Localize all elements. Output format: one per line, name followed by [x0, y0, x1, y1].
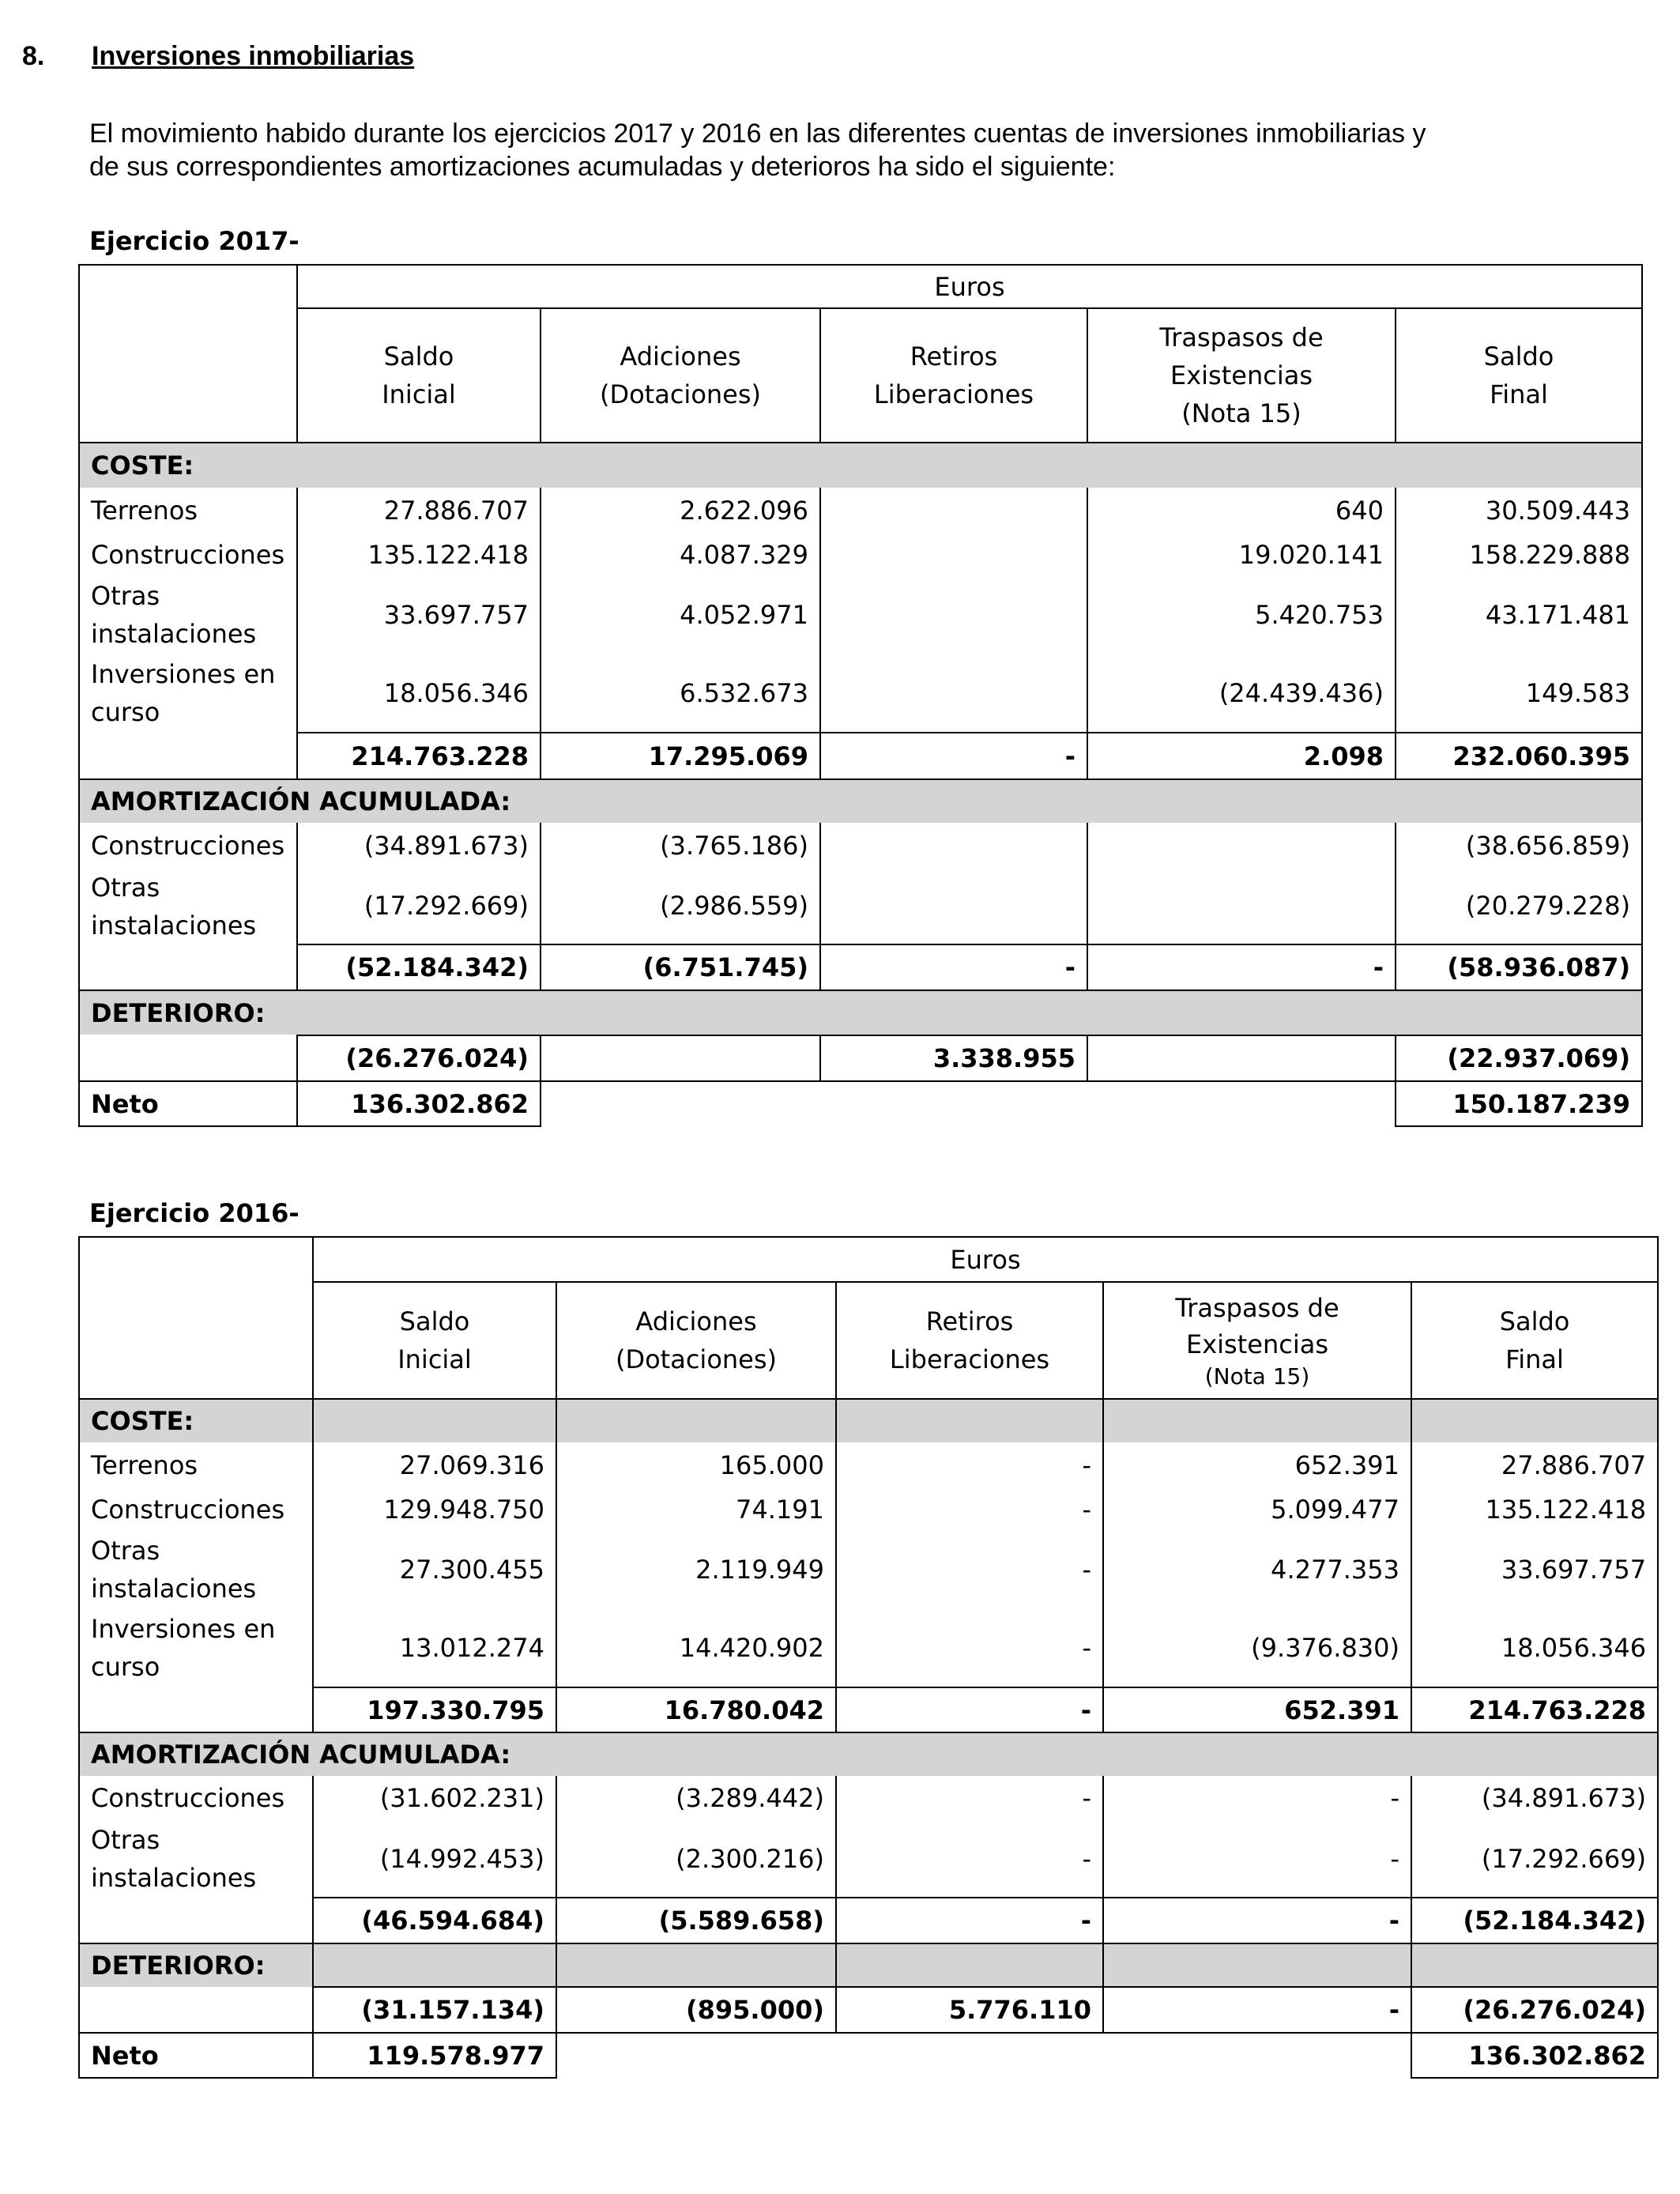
section-heading: [22, 41, 414, 72]
intro-line-2: de sus correspondientes amortizaciones acumuladas y deterioros ha sido el siguiente:: [89, 152, 1116, 182]
section-title: Inversiones inmobiliarias: [92, 41, 415, 71]
section-number: 8.: [22, 41, 45, 71]
section-deterioro: DETERIORO:: [79, 990, 1642, 1035]
table-row: Construcciones (31.602.231) (3.289.442) - - (34.891.673): [79, 1776, 1658, 1820]
table-row: Otras instalaciones 33.697.757 4.052.971 5.420.753 43.171.481: [79, 576, 1642, 654]
total-coste-row: 214.763.228 17.295.069 - 2.098 232.060.395: [79, 733, 1642, 779]
table-row: Terrenos 27.069.316 165.000 - 652.391 27.886.707: [79, 1442, 1658, 1487]
col-saldo-inicial: Saldo Inicial: [297, 308, 541, 443]
table-2016-title: Ejercicio 2016-: [89, 1198, 299, 1228]
table-row: Inversiones en curso 13.012.274 14.420.902 - (9.376.830) 18.056.346: [79, 1608, 1658, 1687]
col-saldo-final: Saldo Final: [1411, 1282, 1658, 1399]
neto-row: Neto 119.578.977 136.302.862: [79, 2033, 1658, 2078]
header-blank: [79, 1237, 313, 1399]
intro-line-1: El movimiento habido durante los ejercicios 2017 y 2016 en las diferentes cuentas de inversiones inmobiliarias y: [89, 119, 1426, 149]
table-row: Construcciones 135.122.418 4.087.329 19.020.141 158.229.888: [79, 533, 1642, 576]
col-saldo-inicial: Saldo Inicial: [313, 1282, 556, 1399]
table-row: Otras instalaciones (14.992.453) (2.300.216) - - (17.292.669): [79, 1820, 1658, 1898]
table-row: Construcciones (34.891.673) (3.765.186) (38.656.859): [79, 823, 1642, 868]
table-2017: [78, 264, 1643, 1127]
deterioro-row: (31.157.134) (895.000) 5.776.110 - (26.276.024): [79, 1987, 1658, 2033]
table-row: Construcciones 129.948.750 74.191 - 5.099.477 135.122.418: [79, 1487, 1658, 1531]
neto-row: Neto 136.302.862 150.187.239: [79, 1081, 1642, 1126]
table-row: Otras instalaciones (17.292.669) (2.986.559) (20.279.228): [79, 868, 1642, 944]
col-adiciones: Adiciones (Dotaciones): [556, 1282, 836, 1399]
currency-header: Euros: [297, 265, 1642, 308]
col-traspasos: Traspasos de Existencias (Nota 15): [1087, 308, 1396, 443]
total-amortizacion-row: (46.594.684) (5.589.658) - - (52.184.342): [79, 1898, 1658, 1943]
table-row: Terrenos 27.886.707 2.622.096 640 30.509.443: [79, 488, 1642, 533]
section-coste: COSTE:: [79, 443, 1642, 488]
section-coste: COSTE:: [79, 1399, 313, 1442]
table-2017-title: Ejercicio 2017-: [89, 226, 299, 256]
table-2016: [78, 1236, 1659, 2079]
deterioro-row: (26.276.024) 3.338.955 (22.937.069): [79, 1035, 1642, 1081]
col-saldo-final: Saldo Final: [1396, 308, 1642, 443]
total-coste-row: 197.330.795 16.780.042 - 652.391 214.763.228: [79, 1687, 1658, 1732]
col-retiros: Retiros Liberaciones: [836, 1282, 1103, 1399]
intro-paragraph: [89, 117, 1638, 183]
col-traspasos: Traspasos de Existencias (Nota 15): [1103, 1282, 1411, 1399]
section-amortizacion: AMORTIZACIÓN ACUMULADA:: [79, 1732, 1658, 1776]
currency-header: Euros: [313, 1237, 1658, 1282]
table-row: Inversiones en curso 18.056.346 6.532.673 (24.439.436) 149.583: [79, 654, 1642, 733]
table-row: Otras instalaciones 27.300.455 2.119.949 - 4.277.353 33.697.757: [79, 1531, 1658, 1608]
col-retiros: Retiros Liberaciones: [820, 308, 1087, 443]
header-blank: [79, 265, 297, 443]
col-adiciones: Adiciones (Dotaciones): [541, 308, 820, 443]
section-amortizacion: AMORTIZACIÓN ACUMULADA:: [79, 779, 1642, 823]
section-deterioro: DETERIORO:: [79, 1943, 313, 1987]
total-amortizacion-row: (52.184.342) (6.751.745) - - (58.936.087): [79, 944, 1642, 990]
